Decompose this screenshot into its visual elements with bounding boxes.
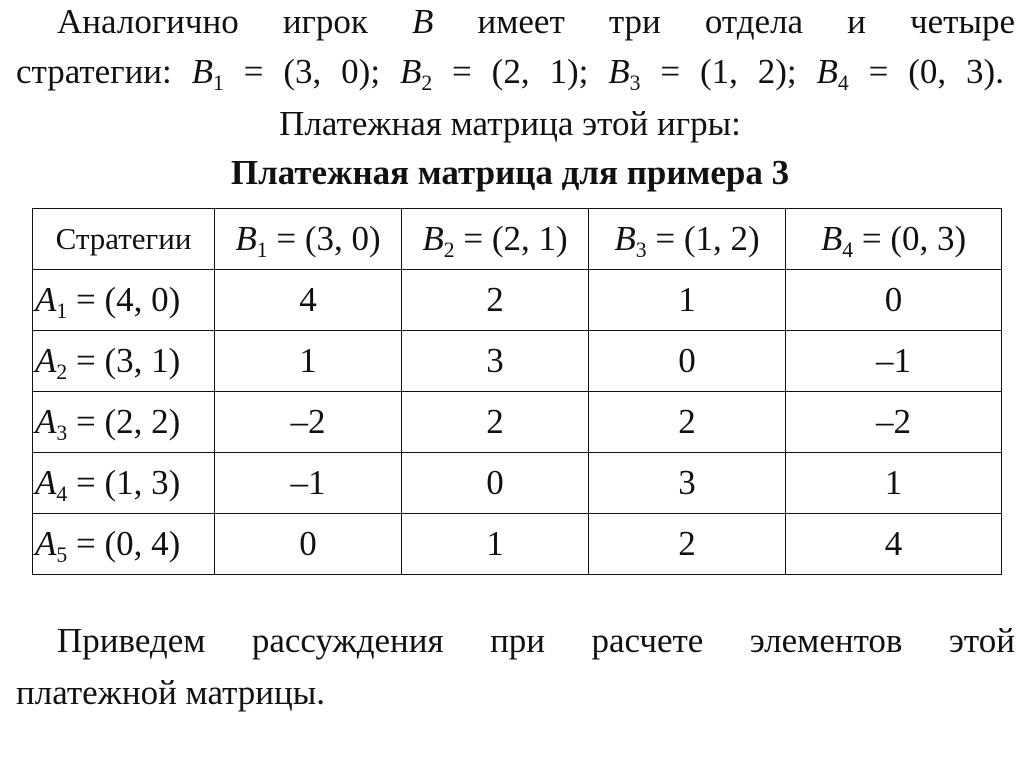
table-row [33,514,1002,575]
table-cell: 4 [215,270,402,331]
intro-line-2 [16,52,1004,95]
table-cell: 1 [589,270,786,331]
table-cell: 3 [402,331,589,392]
strategies-label: стратегии: [16,52,192,91]
table-cell: –2 [786,392,1002,453]
row-header-a3: $A_3 = (2$, 2) [33,392,215,453]
column-header-b2: $B_2 = (2$, 1) [402,209,589,270]
table-cell: 0 [402,453,589,514]
row-header-a4: $A_4 = (1$, 3) [33,453,215,514]
table-cell: 1 [786,453,1002,514]
row-header-a1: $A_1 = (4$, 0) [33,270,215,331]
intro-line-1-text-end: имеет три отдела и четыре [433,2,1015,41]
table-cell: 0 [215,514,402,575]
column-header-b1: $B_1 = (3$, 0) [215,209,402,270]
table-row [33,331,1002,392]
intro-line-1 [57,2,1015,42]
outro-line-1: Приведем рассуждения при расчете элементов этой [57,621,1015,660]
strategy-list [191,52,1004,95]
table-row [33,270,1002,331]
table-cell: 3 [589,453,786,514]
table-cell: 2 [402,392,589,453]
outro-line-2: платежной матрицы. [16,673,326,712]
strategy-b4: $B_4 = (0$, 3). [816,52,1004,95]
table-caption: Платежная матрица для примера 3 [230,153,790,192]
table-corner-header: Стратегии [33,209,215,270]
strategy-b1: $B_1 = (3$, 0); [191,52,400,95]
table-cell: 2 [589,392,786,453]
row-header-a5: $A_5 = (0$, 4) [33,514,215,575]
table-cell: 0 [589,331,786,392]
table-cell: 1 [215,331,402,392]
table-cell: 2 [402,270,589,331]
table-row [33,392,1002,453]
table-cell: 1 [402,514,589,575]
payoff-matrix-table [32,208,1002,575]
strategy-b2: $B_2 = (2$, 1); [399,52,609,95]
table-row [33,453,1002,514]
table-cell: –1 [786,331,1002,392]
table-cell: –2 [215,392,402,453]
table-cell: –1 [215,453,402,514]
matrix-intro-line: Платежная матрица этой игры: [279,104,741,143]
table-cell: 2 [589,514,786,575]
table-cell: 4 [786,514,1002,575]
column-header-b4: $B_4 = (0$, 3) [786,209,1002,270]
table-cell: 0 [786,270,1002,331]
table-header-row [33,209,1002,270]
column-header-b3: $B_3 = (1$, 2) [589,209,786,270]
row-header-a2: $A_2 = (3$, 1) [33,331,215,392]
player-b-variable: B [412,2,434,41]
strategy-b3: $B_3 = (1$, 2); [608,52,817,95]
intro-line-1-text: Аналогично игрок [57,2,413,41]
